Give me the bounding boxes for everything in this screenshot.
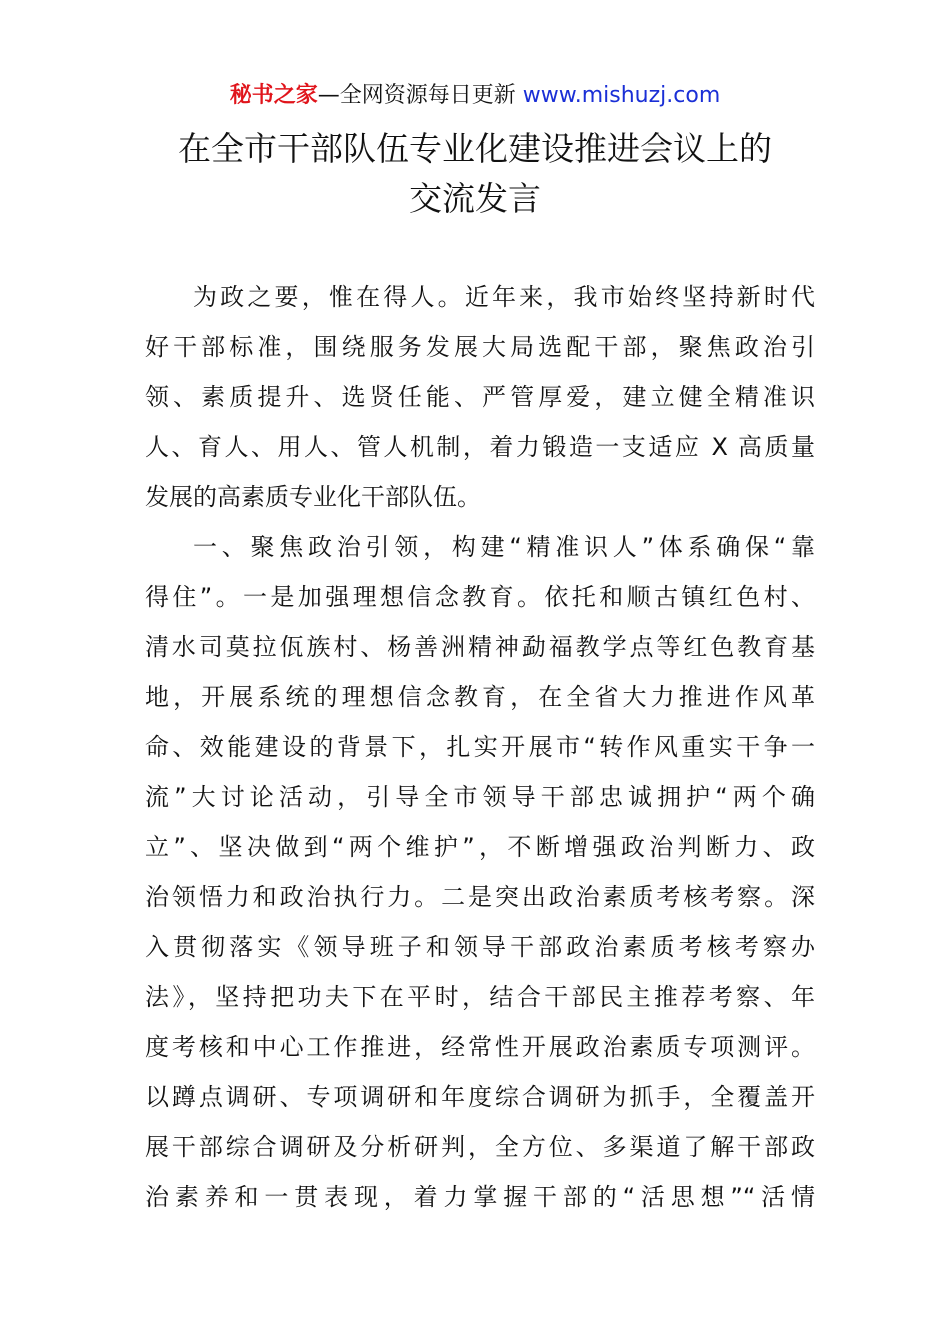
body-line: 地，开展系统的理想信念教育，在全省大力推进作风革 [145,683,815,711]
document-body [145,272,815,1222]
body-line: 人、育人、用人、管人机制，着力锻造一支适应 X 高质量 [145,433,815,461]
body-line: 一、聚焦政治引领，构建“精准识人”体系确保“靠 [193,533,815,561]
body-line: 法》，坚持把功夫下在平时，结合干部民主推荐考察、年 [145,983,815,1011]
body-line: 发展的高素质专业化干部队伍。 [145,483,481,511]
body-line: 命、效能建设的背景下，扎实开展市“转作风重实干争一 [145,733,815,761]
body-line: 以蹲点调研、专项调研和年度综合调研为抓手，全覆盖开 [145,1083,815,1111]
body-line: 治素养和一贯表现，着力掌握干部的“活思想”“活情 [145,1183,815,1211]
body-line: 好干部标准，围绕服务发展大局选配干部，聚焦政治引 [145,333,815,361]
title-line: 交流发言 [409,179,541,218]
site-url-link[interactable]: www.mishuzj.com [522,83,721,108]
body-line: 展干部综合调研及分析研判，全方位、多渠道了解干部政 [145,1133,815,1161]
body-line: 领、素质提升、选贤任能、严管厚爱，建立健全精准识 [145,383,815,411]
body-line: 得住”。一是加强理想信念教育。依托和顺古镇红色村、 [145,583,815,611]
site-brand: 秘书之家 [229,83,318,108]
body-line: 立”、坚决做到“两个维护”，不断增强政治判断力、政 [145,833,815,861]
body-line: 入贯彻落实《领导班子和领导干部政治素质考核考察办 [145,933,815,961]
document-title [0,124,950,224]
body-line: 度考核和中心工作推进，经常性开展政治素质专项测评。 [145,1033,815,1061]
site-header [0,78,950,114]
body-line: 为政之要，惟在得人。近年来，我市始终坚持新时代 [193,283,815,311]
title-line: 在全市干部队伍专业化建设推进会议上的 [178,129,772,168]
body-line: 治领悟力和政治执行力。二是突出政治素质考核考察。深 [145,883,815,911]
body-line: 流”大讨论活动，引导全市领导干部忠诚拥护“两个确 [145,783,815,811]
body-line: 清水司莫拉佤族村、杨善洲精神勐福教学点等红色教育基 [145,633,815,661]
site-tagline: —全网资源每日更新 [317,83,523,108]
